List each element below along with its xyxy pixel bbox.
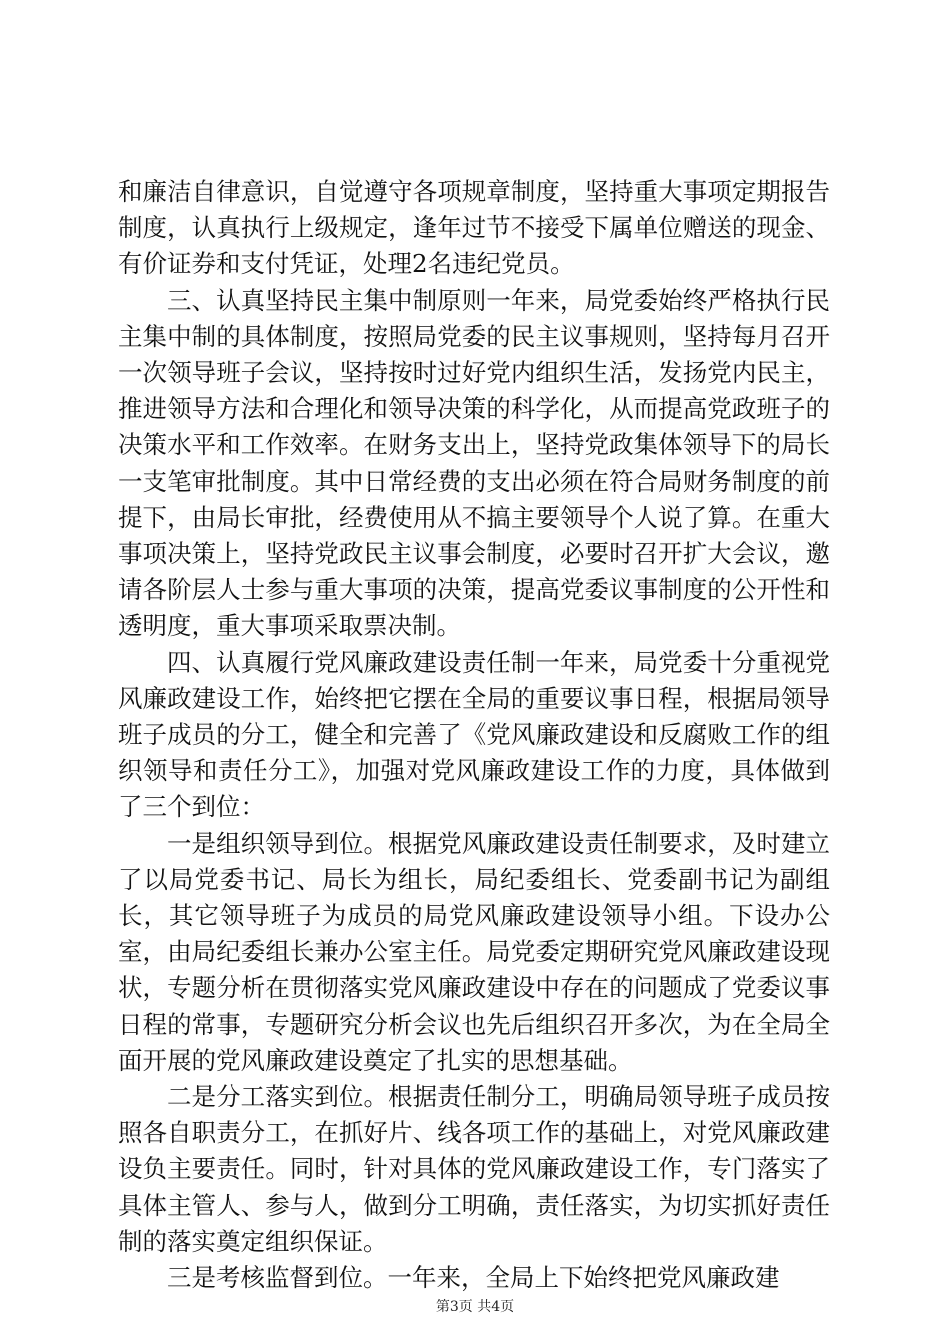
paragraph-division-of-labor: 二是分工落实到位。根据责任制分工，明确局领导班子成员按照各自职责分工，在抓好片、线各项工作的基础上，对党风廉政建设负主要责任。同时，针对具体的党风廉政建设工作，专门落实了具体主管人、参与人，做到分工明确，责任落实，为切实抓好责任制的落实奠定组织保证。 [118, 1082, 830, 1256]
paragraph-assessment-supervision: 三是考核监督到位。一年来，全局上下始终把党风廉政建 [167, 1263, 780, 1293]
paragraph-organization-leadership: 一是组织领导到位。根据党风廉政建设责任制要求，及时建立了以局党委书记、局长为组长，局纪委组长、党委副书记为副组长，其它领导班子为成员的局党风廉政建设领导小组。下设办公室，由局纪委组长兼办公室主任。局党委定期研究党风廉政建设现状，专题分析在贯彻落实党风廉政建设中存在的问题成了党委议事日程的常事，专题研究分析会议也先后组织召开多次，为在全局全面开展的党风廉政建设奠定了扎实的思想基础。 [118, 828, 830, 1075]
page-number-footer: 第3页 共4页 [435, 1299, 515, 1315]
paragraph-democratic-centralism: 三、认真坚持民主集中制原则一年来，局党委始终严格执行民主集中制的具体制度，按照局党委的民主议事规则，坚持每月召开一次领导班子会议，坚持按时过好党内组织生活，发扬党内民主，推进领导方法和合理化和领导决策的科学化，从而提高党政班子的决策水平和工作效率。在财务支出上，坚持党政集体领导下的局长一支笔审批制度。其中日常经费的支出必须在符合局财务制度的前提下，由局长审批，经费使用从不搞主要领导个人说了算。在重大事项决策上，坚持党政民主议事会制度，必要时召开扩大会议，邀请各阶层人士参与重大事项的决策，提高党委议事制度的公开性和透明度，重大事项采取票决制。 [118, 285, 830, 641]
paragraph-responsibility-system: 四、认真履行党风廉政建设责任制一年来，局党委十分重视党风廉政建设工作，始终把它摆在全局的重要议事日程，根据局领导班子成员的分工，健全和完善了《党风廉政建设和反腐败工作的组织领导和责任分工》，加强对党风廉政建设工作的力度，具体做到了三个到位： [118, 647, 830, 822]
paragraph-continuation: 和廉洁自律意识，自觉遵守各项规章制度，坚持重大事项定期报告制度，认真执行上级规定，逢年过节不接受下属单位赠送的现金、有价证券和支付凭证，处理2名违纪党员。 [118, 177, 830, 279]
document-body [118, 174, 830, 1296]
